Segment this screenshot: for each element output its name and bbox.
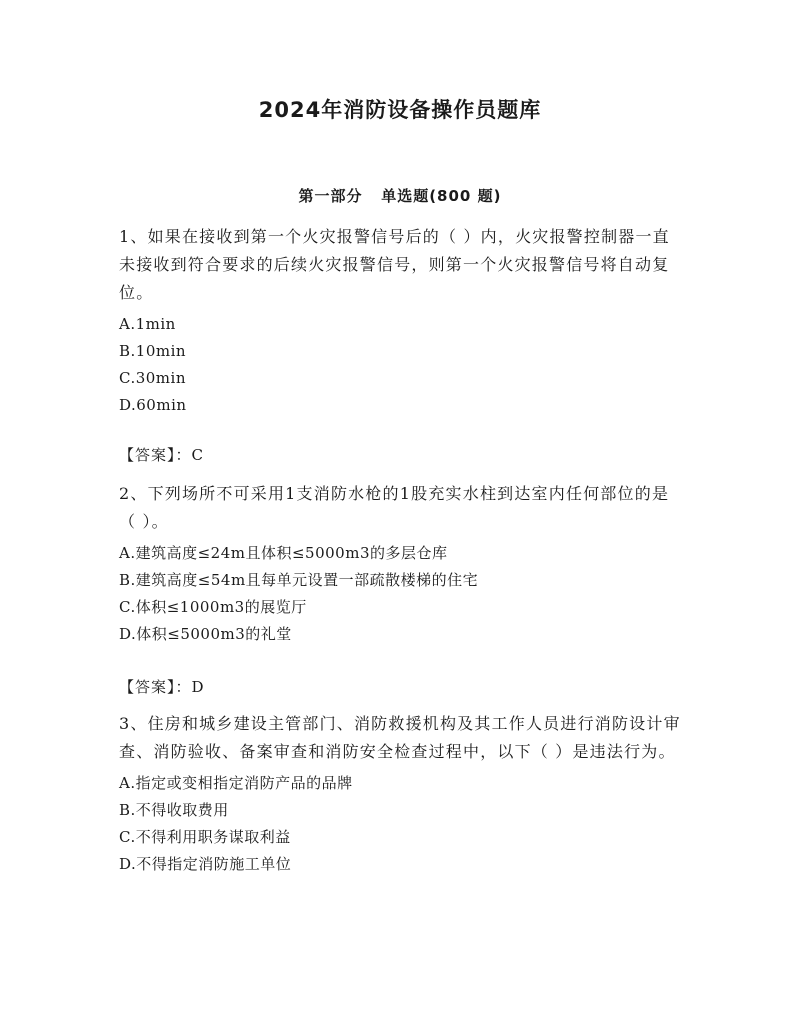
- option-b: B.10min: [119, 342, 187, 360]
- question-2: [119, 480, 684, 648]
- option-b: B.建筑高度≤54m且每单元设置一部疏散楼梯的住宅: [119, 571, 479, 589]
- option-d: D.不得指定消防施工单位: [119, 855, 292, 873]
- option-a: A.建筑高度≤24m且体积≤5000m3的多层仓库: [119, 544, 448, 562]
- answer-2: 【答案】：D: [119, 678, 205, 696]
- option-c: C.体积≤1000m3的展览厅: [119, 598, 307, 616]
- answer-1: 【答案】：C: [119, 446, 204, 464]
- option-c: C.30min: [119, 369, 186, 387]
- question-3: [119, 710, 684, 878]
- option-a: A.指定或变相指定消防产品的品牌: [119, 774, 353, 792]
- section-title: 第一部分 单选题(800 题): [298, 187, 502, 205]
- option-d: D.60min: [119, 396, 187, 414]
- option-a: A.1min: [119, 315, 176, 333]
- question-stem: 2、下列场所不可采用1支消防水枪的1股充实水柱到达室内任何部位的是（ ）。: [119, 484, 670, 531]
- question-1: [119, 223, 684, 419]
- question-stem: 3、住房和城乡建设主管部门、消防救援机构及其工作人员进行消防设计审查、消防验收、备案审查和消防安全检查过程中，以下（ ）是违法行为。: [119, 714, 681, 761]
- option-b: B.不得收取费用: [119, 801, 229, 819]
- option-c: C.不得利用职务谋取利益: [119, 828, 291, 846]
- option-d: D.体积≤5000m3的礼堂: [119, 625, 292, 643]
- question-stem: 1、如果在接收到第一个火灾报警信号后的（ ）内，火灾报警控制器一直未接收到符合要求的后续火灾报警信号，则第一个火灾报警信号将自动复位。: [119, 227, 670, 302]
- document-title: 2024年消防设备操作员题库: [258, 98, 542, 122]
